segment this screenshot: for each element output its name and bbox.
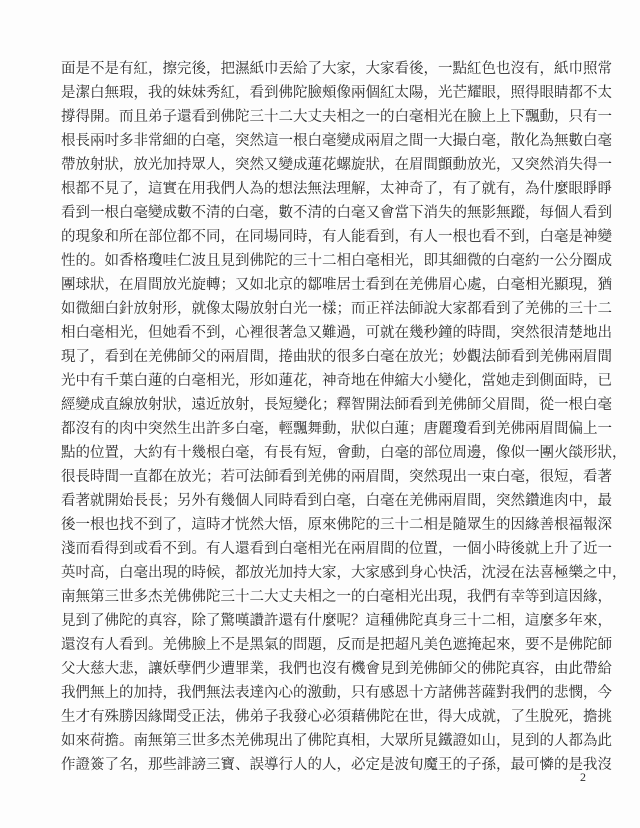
text-line: 英吋高，白毫出現的時候，都放光加持大家，大家感到身心快活，沈浸在法喜極樂之中，: [61, 565, 627, 581]
text-line: 父大慈大悲，讓妖孽們少遭罪業，我們也沒有機會見到羌佛師父的佛陀真容，由此帶給: [61, 661, 612, 677]
text-line: 如微細白針放射形，就像太陽放射白光一樣；而正祥法師說大家都看到了羌佛的三十二: [61, 301, 612, 317]
text-line: 現了，看到在羌佛師父的兩眉間，捲曲狀的很多白毫在放光；妙觀法師看到羌佛兩眉間: [61, 349, 612, 365]
text-line: 光中有千葉白蓮的白毫相光，形如蓮花，神奇地在伸縮大小變化，當她走到側面時，已: [61, 373, 612, 389]
text-line: 還沒有人看到。羌佛臉上不是黑氣的問題，反而是把超凡美色遮掩起來，要不是佛陀師: [61, 637, 612, 653]
page-number: 2: [580, 770, 586, 784]
text-line: 撐得開。而且弟子還看到佛陀三十二大丈夫相之一的白毫相光在臉上上下飄動，只有一: [61, 109, 612, 125]
text-line: 點的位置，大約有十幾根白毫，有長有短，會動，白毫的部位周邊，像似一團火燄形狀，: [61, 445, 627, 461]
text-line: 的現象和所在部位都不同，在同場同時，有人能看到，有人一根也看不到，白毫是神變: [61, 229, 612, 245]
text-line: 見到了佛陀的真容，除了驚嘆讚許還有什麼呢？這種佛陀真身三十二相，這麼多年來，: [61, 613, 612, 629]
text-line: 團球狀，在眉間放光旋轉；又如北京的鄒唯居士看到在羌佛眉心處，白毫相光顯現，猶: [61, 277, 612, 293]
text-line: 很長時間一直都在放光；若可法師看到羌佛的兩眉間，突然現出一束白毫，很短，看著: [61, 469, 612, 485]
text-line: 作證簽了名，那些誹謗三寶、誤導行人的人，必定是波旬魔王的子孫，最可憐的是我沒: [61, 757, 612, 773]
text-line: 淺而看得到或看不到。有人還看到白毫相光在兩眉間的位置，一個小時後就上升了近一: [61, 541, 612, 557]
text-line: 帶放射狀，放光加持眾人，突然又變成蓮花螺旋狀，在眉間顫動放光，又突然消失得一: [61, 157, 612, 173]
text-line: 生才有殊勝因緣聞受正法，佛弟子我發心必須藉佛陀在世，得大成就，了生脫死，擔挑: [61, 709, 612, 725]
text-line: 後一根也找不到了，這時才恍然大悟，原來佛陀的三十二相是隨眾生的因緣善根福報深: [61, 517, 612, 533]
text-line: 是潔白無瑕，我的妹妹秀紅，看到佛陀臉頰像兩個紅太陽，光芒耀眼，照得眼睛都不太: [61, 85, 612, 101]
text-line: 性的。如香格瓊哇仁波且見到佛陀的三十二相白毫相光，即其細微的白毫約一公分圈成: [61, 253, 612, 269]
text-line: 南無第三世多杰羌佛佛陀三十二大丈夫相之一的白毫相光出現，我們有幸等到這因緣，: [61, 589, 612, 605]
text-line: 都沒有的肉中突然生出許多白毫，輕飄舞動，狀似白蓮；唐麗瓊看到羌佛兩眉間偏上一: [61, 421, 612, 437]
text-line: 如來荷擔。南無第三世多杰羌佛現出了佛陀真相，大眾所見鐵證如山，見到的人都為此: [61, 733, 612, 749]
text-line: 面是不是有紅，擦完後，把濕紙巾丟給了大家，大家看後，一點紅色也沒有，紙巾照常: [61, 61, 612, 77]
text-line: 看到一根白毫變成數不清的白毫，數不清的白毫又會當下消失的無影無蹤，每個人看到: [61, 205, 612, 221]
text-line: 根都不見了，這實在用我們人為的想法無法理解，太神奇了，有了就有，為什麼眼睜睜: [61, 181, 612, 197]
body-text: [61, 57, 627, 777]
text-line: 根長兩吋多非常細的白毫，突然這一根白毫變成兩眉之間一大撮白毫，散化為無數白毫: [61, 133, 612, 149]
text-line: 相白毫相光，但她看不到，心裡很著急又難過，可就在幾秒鐘的時間，突然很清楚地出: [61, 325, 612, 341]
text-line: 經變成直線放射狀，遠近放射，長短變化；釋智開法師看到羌佛師父眉間，從一根白毫: [61, 397, 612, 413]
text-line: 看著就開始長長；另外有幾個人同時看到白毫，白毫在羌佛兩眉間，突然鑽進肉中，最: [61, 493, 612, 509]
text-line: 我們無上的加持，我們無法表達內心的激動，只有感恩十方諸佛菩薩對我們的悲憫，今: [61, 685, 612, 701]
